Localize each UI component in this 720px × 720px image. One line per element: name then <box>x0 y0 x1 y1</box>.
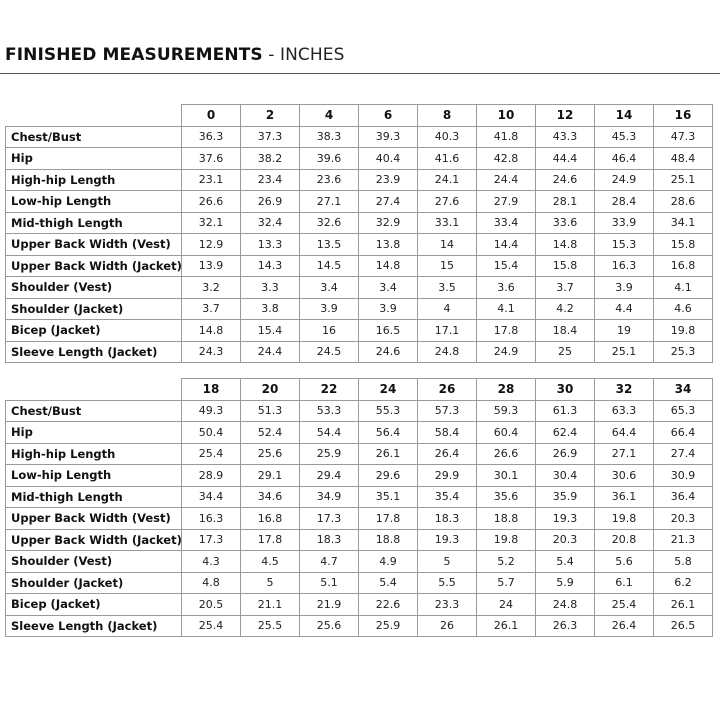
measurement-cell: 25.4 <box>182 615 241 637</box>
measurement-cell: 35.9 <box>536 486 595 508</box>
measurement-cell: 28.6 <box>654 191 713 213</box>
measurement-cell: 15.3 <box>595 234 654 256</box>
table-row <box>6 277 713 299</box>
row-label: Hip <box>6 422 182 444</box>
measurement-cell: 29.4 <box>300 465 359 487</box>
table-row <box>6 255 713 277</box>
measurement-cell: 24.1 <box>418 169 477 191</box>
measurement-cell: 33.6 <box>536 212 595 234</box>
row-label: Upper Back Width (Jacket) <box>6 529 182 551</box>
measurement-cell: 13.3 <box>241 234 300 256</box>
size-header: 10 <box>477 105 536 127</box>
measurement-cell: 61.3 <box>536 400 595 422</box>
measurement-cell: 19.3 <box>418 529 477 551</box>
measurement-cell: 26.9 <box>241 191 300 213</box>
measurement-cell: 24.5 <box>300 341 359 363</box>
measurement-cell: 42.8 <box>477 148 536 170</box>
size-header-row <box>6 379 713 401</box>
measurement-cell: 35.1 <box>359 486 418 508</box>
measurement-cell: 13.9 <box>182 255 241 277</box>
table-row <box>6 443 713 465</box>
table-row <box>6 465 713 487</box>
measurement-cell: 4.1 <box>477 298 536 320</box>
table-row <box>6 298 713 320</box>
measurement-cell: 15.4 <box>477 255 536 277</box>
measurement-cell: 26.6 <box>477 443 536 465</box>
size-header: 16 <box>654 105 713 127</box>
row-label: Hip <box>6 148 182 170</box>
measurement-cell: 33.4 <box>477 212 536 234</box>
measurement-cell: 27.1 <box>300 191 359 213</box>
size-header: 32 <box>595 379 654 401</box>
measurement-cell: 27.4 <box>654 443 713 465</box>
measurement-cell: 4.8 <box>182 572 241 594</box>
measurement-cell: 3.6 <box>477 277 536 299</box>
measurement-cell: 19.8 <box>654 320 713 342</box>
measurement-cell: 14.4 <box>477 234 536 256</box>
measurement-cell: 53.3 <box>300 400 359 422</box>
measurement-cell: 15.8 <box>654 234 713 256</box>
measurement-cell: 36.1 <box>595 486 654 508</box>
measurement-cell: 26.1 <box>654 594 713 616</box>
measurement-cell: 40.4 <box>359 148 418 170</box>
measurement-cell: 41.6 <box>418 148 477 170</box>
measurement-cell: 3.7 <box>536 277 595 299</box>
size-header: 4 <box>300 105 359 127</box>
measurement-cell: 58.4 <box>418 422 477 444</box>
measurement-cell: 29.9 <box>418 465 477 487</box>
measurement-cell: 25.1 <box>654 169 713 191</box>
measurement-cell: 5 <box>241 572 300 594</box>
measurement-cell: 27.4 <box>359 191 418 213</box>
measurement-cell: 30.9 <box>654 465 713 487</box>
measurement-cell: 51.3 <box>241 400 300 422</box>
size-header: 34 <box>654 379 713 401</box>
header-corner <box>6 379 182 401</box>
measurement-cell: 19.8 <box>477 529 536 551</box>
measurement-cell: 20.8 <box>595 529 654 551</box>
measurement-cell: 48.4 <box>654 148 713 170</box>
measurement-cell: 4.7 <box>300 551 359 573</box>
measurement-cell: 17.8 <box>241 529 300 551</box>
measurement-cell: 65.3 <box>654 400 713 422</box>
measurement-cell: 57.3 <box>418 400 477 422</box>
measurement-cell: 30.1 <box>477 465 536 487</box>
measurement-cell: 4.9 <box>359 551 418 573</box>
row-label: Bicep (Jacket) <box>6 320 182 342</box>
measurement-cell: 3.9 <box>359 298 418 320</box>
measurement-cell: 43.3 <box>536 126 595 148</box>
row-label: Mid-thigh Length <box>6 486 182 508</box>
measurement-cell: 25.9 <box>300 443 359 465</box>
measurement-cell: 4.4 <box>595 298 654 320</box>
measurement-cell: 39.6 <box>300 148 359 170</box>
measurement-cell: 6.2 <box>654 572 713 594</box>
measurement-cell: 3.4 <box>300 277 359 299</box>
measurement-cell: 64.4 <box>595 422 654 444</box>
measurement-cell: 5.6 <box>595 551 654 573</box>
table-row <box>6 320 713 342</box>
measurement-cell: 24.4 <box>241 341 300 363</box>
row-label: Shoulder (Vest) <box>6 277 182 299</box>
measurement-cell: 35.4 <box>418 486 477 508</box>
row-label: Bicep (Jacket) <box>6 594 182 616</box>
measurement-cell: 14.8 <box>359 255 418 277</box>
measurement-cell: 66.4 <box>654 422 713 444</box>
measurement-cell: 25.1 <box>595 341 654 363</box>
measurement-cell: 32.6 <box>300 212 359 234</box>
measurement-cell: 5.1 <box>300 572 359 594</box>
measurement-cell: 26 <box>418 615 477 637</box>
measurement-cell: 24.9 <box>477 341 536 363</box>
measurement-cell: 27.9 <box>477 191 536 213</box>
measurement-cell: 18.8 <box>477 508 536 530</box>
measurement-cell: 17.3 <box>182 529 241 551</box>
measurement-cell: 20.3 <box>654 508 713 530</box>
measurement-table-sizes-18-34 <box>5 378 713 637</box>
measurement-cell: 3.7 <box>182 298 241 320</box>
measurement-cell: 50.4 <box>182 422 241 444</box>
measurement-cell: 3.5 <box>418 277 477 299</box>
size-header: 22 <box>300 379 359 401</box>
measurement-cell: 26.6 <box>182 191 241 213</box>
table-row <box>6 126 713 148</box>
measurement-cell: 17.1 <box>418 320 477 342</box>
measurement-cell: 5.4 <box>359 572 418 594</box>
measurement-cell: 25.6 <box>241 443 300 465</box>
measurement-cell: 54.4 <box>300 422 359 444</box>
row-label: Mid-thigh Length <box>6 212 182 234</box>
measurement-cell: 16.8 <box>241 508 300 530</box>
measurement-cell: 25 <box>536 341 595 363</box>
measurement-cell: 21.3 <box>654 529 713 551</box>
measurement-cell: 28.9 <box>182 465 241 487</box>
measurement-cell: 25.9 <box>359 615 418 637</box>
measurement-cell: 5.8 <box>654 551 713 573</box>
measurement-cell: 14.8 <box>182 320 241 342</box>
measurement-cell: 20.3 <box>536 529 595 551</box>
measurement-cell: 27.6 <box>418 191 477 213</box>
measurement-cell: 23.1 <box>182 169 241 191</box>
table-row <box>6 400 713 422</box>
measurement-cell: 13.8 <box>359 234 418 256</box>
row-label: Upper Back Width (Jacket) <box>6 255 182 277</box>
measurement-cell: 56.4 <box>359 422 418 444</box>
measurement-cell: 32.9 <box>359 212 418 234</box>
measurement-cell: 33.1 <box>418 212 477 234</box>
measurement-cell: 25.6 <box>300 615 359 637</box>
page-title <box>5 45 345 65</box>
measurement-cell: 46.4 <box>595 148 654 170</box>
size-header: 0 <box>182 105 241 127</box>
table-row <box>6 551 713 573</box>
measurement-cell: 24.6 <box>359 341 418 363</box>
table-row <box>6 341 713 363</box>
row-label: High-hip Length <box>6 169 182 191</box>
measurement-cell: 26.3 <box>536 615 595 637</box>
measurement-cell: 26.4 <box>595 615 654 637</box>
title-main: FINISHED MEASUREMENTS <box>5 45 263 65</box>
measurement-cell: 44.4 <box>536 148 595 170</box>
measurement-cell: 16.5 <box>359 320 418 342</box>
table-row <box>6 572 713 594</box>
size-header: 24 <box>359 379 418 401</box>
measurement-cell: 59.3 <box>477 400 536 422</box>
measurement-cell: 32.4 <box>241 212 300 234</box>
measurement-cell: 25.4 <box>595 594 654 616</box>
measurement-cell: 33.9 <box>595 212 654 234</box>
row-label: Low-hip Length <box>6 191 182 213</box>
measurement-cell: 16.3 <box>595 255 654 277</box>
measurement-cell: 24.9 <box>595 169 654 191</box>
measurement-cell: 29.6 <box>359 465 418 487</box>
size-header: 28 <box>477 379 536 401</box>
table-row <box>6 234 713 256</box>
measurement-cell: 28.1 <box>536 191 595 213</box>
measurement-cell: 5.4 <box>536 551 595 573</box>
table-row <box>6 529 713 551</box>
measurement-cell: 13.5 <box>300 234 359 256</box>
measurement-cell: 5.5 <box>418 572 477 594</box>
measurement-cell: 4.2 <box>536 298 595 320</box>
measurement-cell: 63.3 <box>595 400 654 422</box>
measurement-cell: 17.8 <box>477 320 536 342</box>
table-row <box>6 615 713 637</box>
row-label: Chest/Bust <box>6 126 182 148</box>
measurement-cell: 19 <box>595 320 654 342</box>
measurement-cell: 62.4 <box>536 422 595 444</box>
measurement-cell: 26.1 <box>359 443 418 465</box>
measurement-cell: 3.9 <box>595 277 654 299</box>
measurement-cell: 21.9 <box>300 594 359 616</box>
measurement-cell: 34.1 <box>654 212 713 234</box>
measurement-cell: 24.3 <box>182 341 241 363</box>
measurement-cell: 14.3 <box>241 255 300 277</box>
measurement-cell: 34.9 <box>300 486 359 508</box>
table-row <box>6 212 713 234</box>
measurement-cell: 25.3 <box>654 341 713 363</box>
measurement-cell: 16 <box>300 320 359 342</box>
measurement-cell: 23.3 <box>418 594 477 616</box>
measurement-cell: 21.1 <box>241 594 300 616</box>
title-unit: - INCHES <box>262 45 345 65</box>
measurement-cell: 52.4 <box>241 422 300 444</box>
size-header: 14 <box>595 105 654 127</box>
measurement-cell: 37.3 <box>241 126 300 148</box>
measurement-cell: 4 <box>418 298 477 320</box>
measurement-cell: 14.5 <box>300 255 359 277</box>
measurement-cell: 16.3 <box>182 508 241 530</box>
measurement-cell: 3.3 <box>241 277 300 299</box>
measurement-cell: 19.3 <box>536 508 595 530</box>
measurement-cell: 25.5 <box>241 615 300 637</box>
size-header: 26 <box>418 379 477 401</box>
measurement-cell: 4.6 <box>654 298 713 320</box>
measurement-cell: 4.3 <box>182 551 241 573</box>
measurement-cell: 25.4 <box>182 443 241 465</box>
measurement-cell: 24.6 <box>536 169 595 191</box>
table-row <box>6 486 713 508</box>
measurement-cell: 24.8 <box>418 341 477 363</box>
measurement-cell: 34.6 <box>241 486 300 508</box>
measurement-cell: 15.4 <box>241 320 300 342</box>
table-row <box>6 191 713 213</box>
measurement-cell: 18.3 <box>300 529 359 551</box>
measurement-cell: 17.3 <box>300 508 359 530</box>
measurement-cell: 3.2 <box>182 277 241 299</box>
size-header: 18 <box>182 379 241 401</box>
measurement-cell: 26.5 <box>654 615 713 637</box>
table-row <box>6 508 713 530</box>
measurement-cell: 17.8 <box>359 508 418 530</box>
table-row <box>6 148 713 170</box>
measurement-cell: 6.1 <box>595 572 654 594</box>
measurement-cell: 23.4 <box>241 169 300 191</box>
size-header: 30 <box>536 379 595 401</box>
measurement-cell: 36.4 <box>654 486 713 508</box>
row-label: Upper Back Width (Vest) <box>6 508 182 530</box>
size-header: 8 <box>418 105 477 127</box>
measurement-cell: 39.3 <box>359 126 418 148</box>
row-label: Shoulder (Jacket) <box>6 572 182 594</box>
row-label: High-hip Length <box>6 443 182 465</box>
table-row <box>6 169 713 191</box>
measurement-cell: 18.3 <box>418 508 477 530</box>
measurement-cell: 36.3 <box>182 126 241 148</box>
measurement-cell: 4.1 <box>654 277 713 299</box>
measurement-cell: 26.9 <box>536 443 595 465</box>
measurement-cell: 23.6 <box>300 169 359 191</box>
measurement-cell: 60.4 <box>477 422 536 444</box>
table-row <box>6 594 713 616</box>
size-header: 6 <box>359 105 418 127</box>
size-header: 2 <box>241 105 300 127</box>
measurement-cell: 28.4 <box>595 191 654 213</box>
row-label: Sleeve Length (Jacket) <box>6 341 182 363</box>
measurement-cell: 26.4 <box>418 443 477 465</box>
measurement-cell: 14 <box>418 234 477 256</box>
measurement-cell: 24.4 <box>477 169 536 191</box>
measurement-cell: 32.1 <box>182 212 241 234</box>
header-corner <box>6 105 182 127</box>
measurement-cell: 5.7 <box>477 572 536 594</box>
measurement-cell: 22.6 <box>359 594 418 616</box>
row-label: Shoulder (Vest) <box>6 551 182 573</box>
measurement-cell: 3.8 <box>241 298 300 320</box>
measurement-cell: 35.6 <box>477 486 536 508</box>
size-header-row <box>6 105 713 127</box>
table-row <box>6 422 713 444</box>
measurement-table-sizes-0-16 <box>5 104 713 363</box>
measurement-cell: 20.5 <box>182 594 241 616</box>
measurement-cell: 18.4 <box>536 320 595 342</box>
measurement-cell: 26.1 <box>477 615 536 637</box>
measurement-cell: 5.2 <box>477 551 536 573</box>
measurement-cell: 41.8 <box>477 126 536 148</box>
measurement-cell: 30.6 <box>595 465 654 487</box>
measurement-cell: 24.8 <box>536 594 595 616</box>
measurement-cell: 37.6 <box>182 148 241 170</box>
measurement-cell: 14.8 <box>536 234 595 256</box>
measurement-cell: 29.1 <box>241 465 300 487</box>
measurement-cell: 15 <box>418 255 477 277</box>
row-label: Low-hip Length <box>6 465 182 487</box>
row-label: Chest/Bust <box>6 400 182 422</box>
measurement-cell: 18.8 <box>359 529 418 551</box>
measurement-cell: 45.3 <box>595 126 654 148</box>
title-divider <box>0 73 720 74</box>
measurement-cell: 16.8 <box>654 255 713 277</box>
measurement-cell: 27.1 <box>595 443 654 465</box>
measurement-cell: 40.3 <box>418 126 477 148</box>
measurement-cell: 3.4 <box>359 277 418 299</box>
measurement-cell: 19.8 <box>595 508 654 530</box>
measurement-cell: 49.3 <box>182 400 241 422</box>
measurement-cell: 23.9 <box>359 169 418 191</box>
measurement-cell: 38.2 <box>241 148 300 170</box>
size-header: 12 <box>536 105 595 127</box>
size-header: 20 <box>241 379 300 401</box>
row-label: Sleeve Length (Jacket) <box>6 615 182 637</box>
measurement-cell: 38.3 <box>300 126 359 148</box>
measurement-cell: 34.4 <box>182 486 241 508</box>
row-label: Upper Back Width (Vest) <box>6 234 182 256</box>
measurement-cell: 3.9 <box>300 298 359 320</box>
measurement-cell: 55.3 <box>359 400 418 422</box>
measurement-cell: 24 <box>477 594 536 616</box>
measurement-cell: 12.9 <box>182 234 241 256</box>
measurement-cell: 15.8 <box>536 255 595 277</box>
measurement-cell: 47.3 <box>654 126 713 148</box>
measurement-cell: 30.4 <box>536 465 595 487</box>
row-label: Shoulder (Jacket) <box>6 298 182 320</box>
measurement-cell: 5.9 <box>536 572 595 594</box>
measurement-cell: 5 <box>418 551 477 573</box>
measurement-cell: 4.5 <box>241 551 300 573</box>
